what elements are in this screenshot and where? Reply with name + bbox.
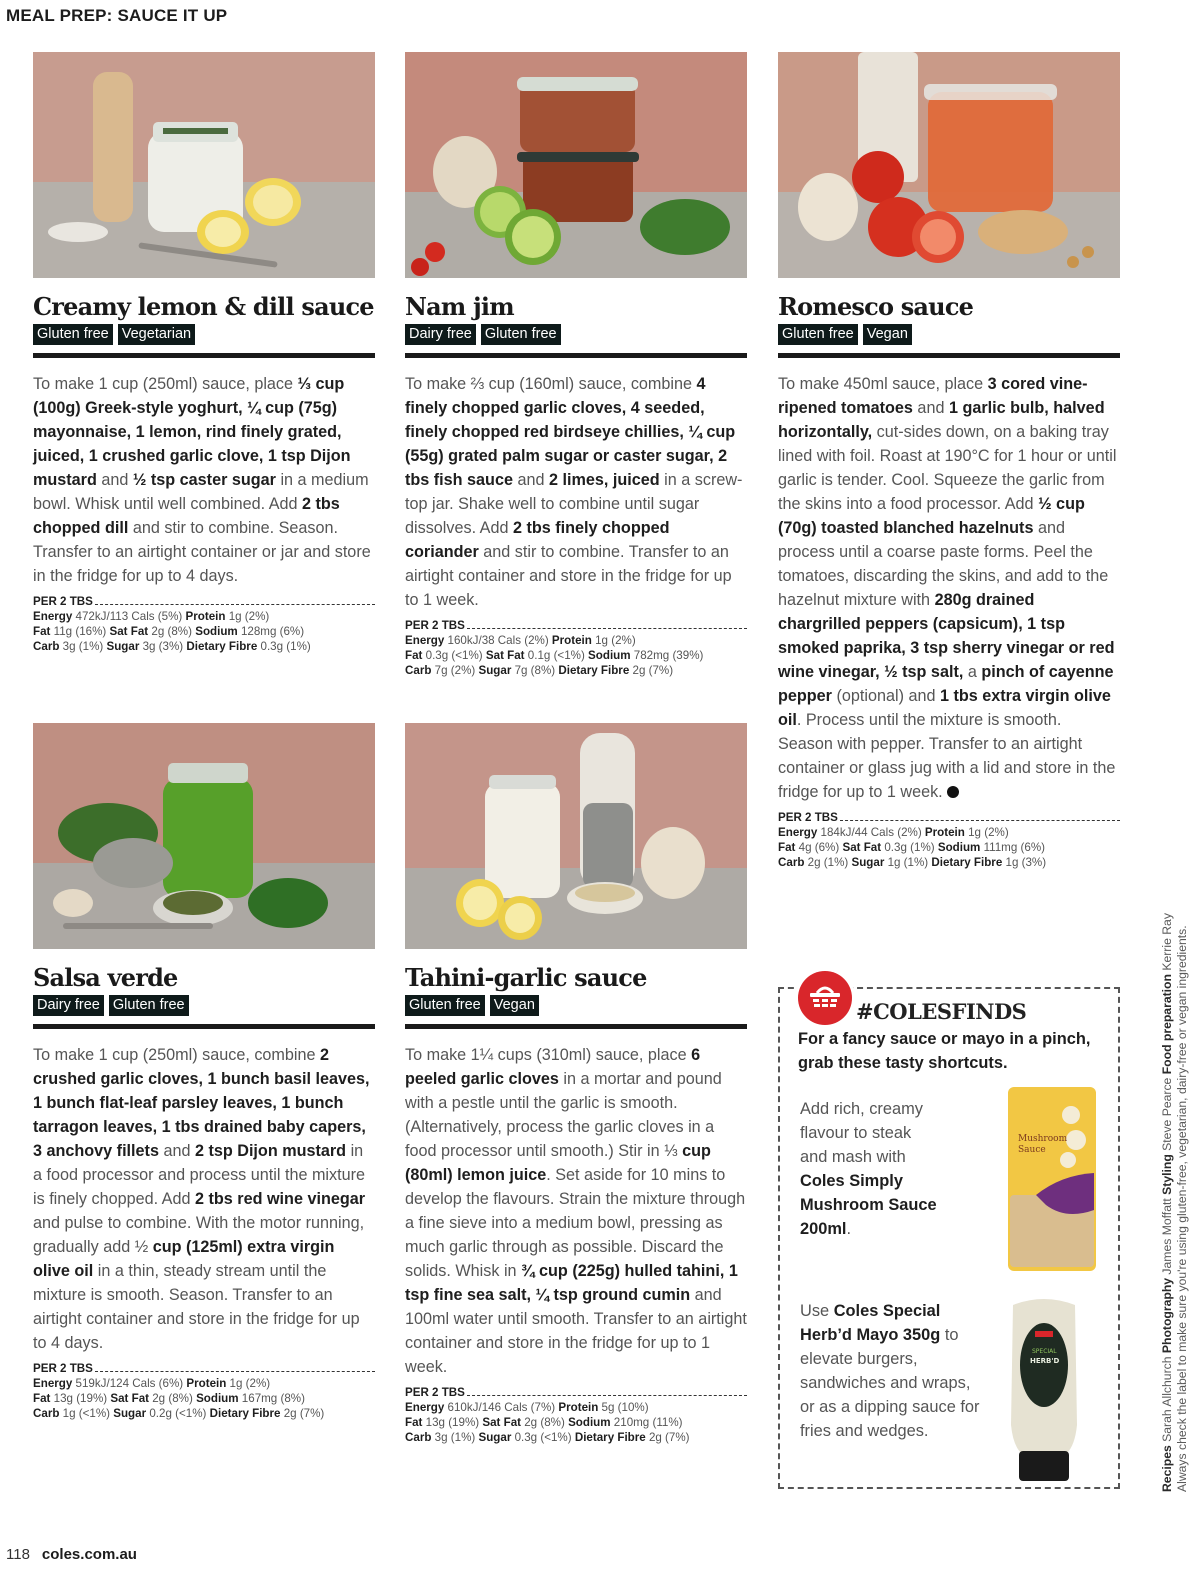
credits	[1160, 913, 1190, 1492]
nutrition-row: Fat 11g (16%) Sat Fat 2g (8%) Sodium 128mg (6%)	[33, 625, 305, 638]
divider	[405, 353, 747, 358]
diet-tag: Dairy free	[405, 324, 476, 345]
nutrition-row: Energy 472kJ/113 Cals (5%) Protein 1g (2%)	[33, 610, 270, 623]
page-number: 118	[6, 1546, 30, 1563]
recipe-card-creamy-lemon-dill	[33, 52, 375, 654]
svg-text:SPECIAL: SPECIAL	[1032, 1348, 1057, 1355]
divider	[33, 1024, 375, 1029]
diet-tags	[778, 324, 1120, 345]
nutrition-row: Carb 2g (1%) Sugar 1g (1%) Dietary Fibre 1g (3%)	[778, 856, 1047, 869]
nutrition-header: PER 2 TBS	[778, 810, 1120, 825]
credits-line: Recipes Sarah Allchurch Photography James Moffatt Styling Steve Pearce Food preparation Kerrie Ray	[1160, 913, 1174, 1492]
recipe-title: Romesco sauce	[778, 292, 974, 321]
nutrition-panel	[405, 1385, 747, 1445]
recipe-method: To make 1 cup (250ml) sauce, combine 2 crushed garlic cloves, 1 bunch basil leaves, 1 bunch flat-leaf parsley leaves, 1 bunch tarragon leaves, 1 tbs drained baby capers, 3 anchovy fillets and 2 tsp Dijon mustard in a food processor and process until the mixture is finely chopped. Add 2 tbs red wine vinegar and pulse to combine. With the motor running, gradually add ½ cup (125ml) extra virgin olive oil in a thin, steady stream until the mixture is smooth. Season. Transfer to an airtight container and store in the fridge for up to 4 days.	[33, 1046, 370, 1352]
recipe-photo	[405, 52, 747, 278]
nutrition-panel	[33, 594, 375, 654]
diet-tag: Gluten free	[481, 324, 561, 345]
nutrition-header: PER 2 TBS	[33, 594, 375, 609]
product-blurb-herbd-mayo: Use Coles Special Herb’d Mayo 350g to elevate burgers, sandwiches and wraps, or as a dipping sauce for fries and wedges.	[800, 1302, 980, 1440]
coles-finds-title: #COLESFINDS	[856, 999, 1027, 1024]
diet-tag: Gluten free	[109, 995, 189, 1016]
nutrition-row: Carb 3g (1%) Sugar 3g (3%) Dietary Fibre 0.3g (1%)	[33, 640, 311, 653]
recipe-card-salsa-verde	[33, 723, 375, 1421]
page-footer	[6, 1546, 137, 1563]
recipe-title: Salsa verde	[33, 963, 178, 992]
diet-tag: Vegan	[863, 324, 912, 345]
svg-text:Sauce: Sauce	[1018, 1145, 1046, 1155]
coles-finds-box	[778, 987, 1120, 1489]
divider	[33, 353, 375, 358]
nutrition-row: Carb 1g (<1%) Sugar 0.2g (<1%) Dietary Fibre 2g (7%)	[33, 1407, 325, 1420]
coles-finds-intro: For a fancy sauce or mayo in a pinch, grab these tasty shortcuts.	[798, 1030, 1091, 1072]
diet-tags	[405, 995, 747, 1016]
recipe-card-nam-jim	[405, 52, 747, 678]
diet-tag: Vegetarian	[118, 324, 195, 345]
recipe-method: To make 1 cup (250ml) sauce, place ⅓ cup (100g) Greek-style yoghurt, ¼ cup (75g) mayonnaise, 1 lemon, rind finely grated, juiced, 1 crushed garlic clove, 1 tsp Dijon mustard and ½ tsp caster sugar in a medium bowl. Whisk until well combined. Add 2 tbs chopped dill and stir to combine. Season. Transfer to an airtight container or jar and store in the fridge for up to 4 days.	[33, 375, 371, 585]
nutrition-panel	[778, 810, 1120, 870]
diet-tags	[33, 324, 375, 345]
nutrition-panel	[405, 618, 747, 678]
nutrition-header: PER 2 TBS	[405, 618, 747, 633]
diet-tags	[405, 324, 747, 345]
diet-tags	[33, 995, 375, 1016]
divider	[405, 1024, 747, 1029]
nutrition-row: Energy 519kJ/124 Cals (6%) Protein 1g (2%)	[33, 1377, 271, 1390]
nutrition-row: Fat 0.3g (<1%) Sat Fat 0.1g (<1%) Sodium 782mg (39%)	[405, 649, 704, 662]
shopping-basket-icon	[798, 971, 852, 1025]
recipe-title: Creamy lemon & dill sauce	[33, 292, 374, 321]
nutrition-row: Energy 610kJ/146 Cals (7%) Protein 5g (10%)	[405, 1401, 649, 1414]
nutrition-row: Energy 160kJ/38 Cals (2%) Protein 1g (2%)	[405, 634, 636, 647]
nutrition-row: Fat 4g (6%) Sat Fat 0.3g (1%) Sodium 111mg (6%)	[778, 841, 1045, 854]
recipe-method: To make ⅔ cup (160ml) sauce, combine 4 finely chopped garlic cloves, 4 seeded, finely chopped red birdseye chillies, ¼ cup (55g) grated palm sugar or caster sugar, 2 tbs fish sauce and 2 limes, juiced in a screw-top jar. Shake well to combine until sugar dissolves. Add 2 tbs finely chopped coriander and stir to combine. Transfer to an airtight container and store in the fridge for up to 1 week.	[405, 375, 743, 609]
nutrition-header: PER 2 TBS	[33, 1361, 375, 1376]
nutrition-header: PER 2 TBS	[405, 1385, 747, 1400]
recipe-photo	[405, 723, 747, 949]
product-blurb-mushroom-sauce: Add rich, creamy flavour to steak and mash with Coles Simply Mushroom Sauce 200ml.	[800, 1100, 937, 1238]
nutrition-row: Fat 13g (19%) Sat Fat 2g (8%) Sodium 210mg (11%)	[405, 1416, 683, 1429]
nutrition-row: Fat 13g (19%) Sat Fat 2g (8%) Sodium 167mg (8%)	[33, 1392, 305, 1405]
diet-tag: Vegan	[490, 995, 539, 1016]
diet-tag: Dairy free	[33, 995, 104, 1016]
diet-tag: Gluten free	[405, 995, 485, 1016]
diet-tag: Gluten free	[33, 324, 113, 345]
pack-label: Mushroom	[1018, 1134, 1068, 1144]
end-mark-icon	[947, 786, 959, 798]
recipe-title: Tahini-garlic sauce	[405, 963, 647, 992]
svg-text:HERB'D: HERB'D	[1030, 1357, 1060, 1365]
nutrition-row: Carb 3g (1%) Sugar 0.3g (<1%) Dietary Fibre 2g (7%)	[405, 1431, 690, 1444]
nutrition-row: Energy 184kJ/44 Cals (2%) Protein 1g (2%)	[778, 826, 1009, 839]
recipe-photo	[778, 52, 1120, 278]
recipe-photo	[33, 52, 375, 278]
nutrition-panel	[33, 1361, 375, 1421]
product-image-herbd-mayo	[1005, 1295, 1083, 1483]
recipe-card-tahini-garlic	[405, 723, 747, 1445]
product-image-mushroom-sauce	[1006, 1085, 1098, 1273]
page-header: MEAL PREP: SAUCE IT UP	[6, 6, 228, 25]
recipe-method: To make 450ml sauce, place 3 cored vine-ripened tomatoes and 1 garlic bulb, halved horizontally, cut-sides down, on a baking tray lined with foil. Roast at 190°C for 1 hour or until garlic is tender. Cool. Squeeze the garlic from the skins into a food processor. Add ½ cup (70g) toasted blanched hazelnuts and process until a coarse paste forms. Peel the tomatoes, discarding the skins, and add to the hazelnut mixture with 280g drained chargrilled peppers (capsicum), 1 tsp smoked paprika, 3 tsp sherry vinegar or red wine vinegar, ½ tsp salt, a pinch of cayenne pepper (optional) and 1 tbs extra virgin olive oil. Process until the mixture is smooth. Season with pepper. Transfer to an airtight container or glass jug with a lid and store in the fridge for up to 1 week.	[778, 375, 1117, 801]
recipe-photo	[33, 723, 375, 949]
recipe-method: To make 1¼ cups (310ml) sauce, place 6 peeled garlic cloves in a mortar and pound with a pestle until the garlic is smooth. (Alternatively, process the garlic cloves in a food processor until smooth.) Stir in ⅓ cup (80ml) lemon juice. Set aside for 10 mins to develop the flavours. Strain the mixture through a fine sieve into a medium bowl, pressing as much garlic through as possible. Discard the solids. Whisk in ¾ cup (225g) hulled tahini, 1 tsp fine sea salt, ¼ tsp ground cumin and 100ml water until smooth. Transfer to an airtight container and store in the fridge for up to 1 week.	[405, 1046, 747, 1376]
diet-tag: Gluten free	[778, 324, 858, 345]
nutrition-row: Carb 7g (2%) Sugar 7g (8%) Dietary Fibre 2g (7%)	[405, 664, 674, 677]
site-link[interactable]: coles.com.au	[41, 1546, 137, 1563]
dietary-disclaimer: Always check the label to make sure you're using gluten-free, vegetarian, dairy-free or vegan ingredients.	[1175, 925, 1189, 1492]
divider	[778, 353, 1120, 358]
recipe-title: Nam jim	[405, 292, 514, 321]
recipe-card-romesco	[778, 52, 1120, 870]
